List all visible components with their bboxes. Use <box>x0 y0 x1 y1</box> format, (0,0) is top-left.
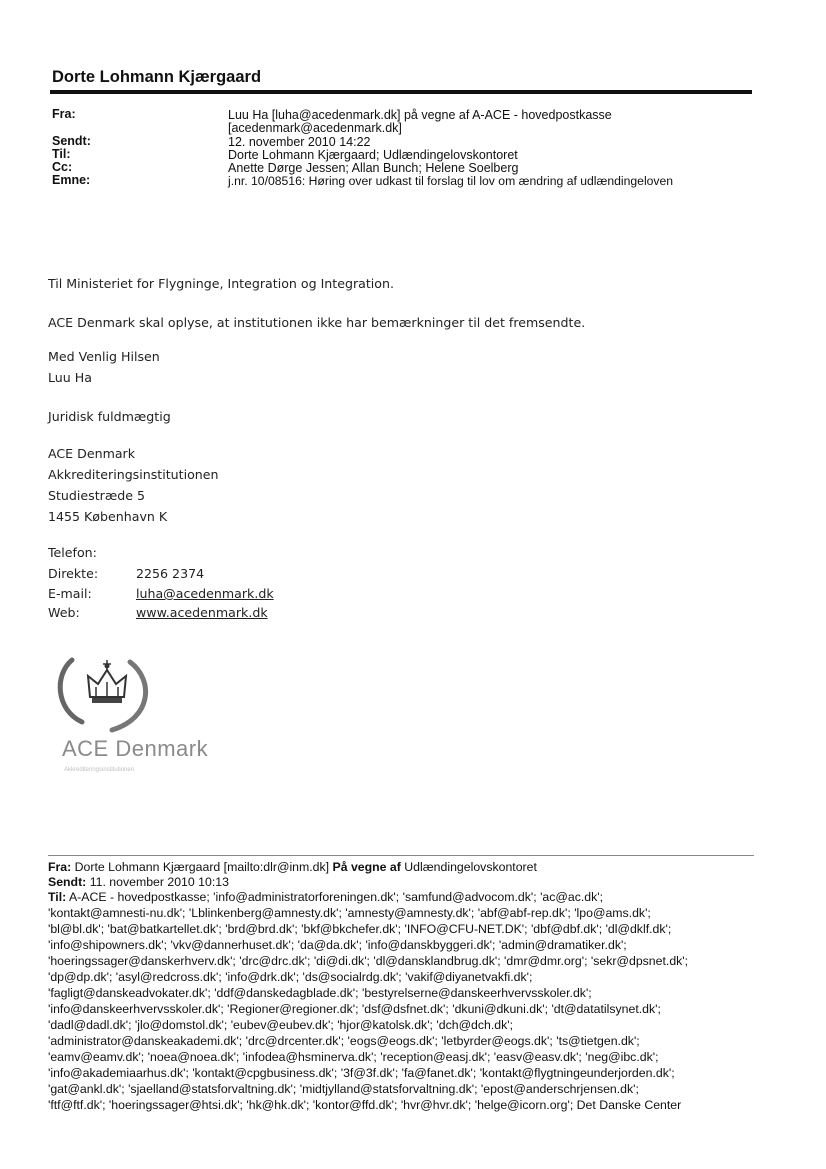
logo-wordmark: ACE Denmark <box>62 736 209 761</box>
recipient-line: 'info@danskeerhvervsskoler.dk'; 'Regioner@regioner.dk'; 'dsf@dsfnet.dk'; 'dkuni@dkuni.dk'; 'dt@datatilsynet.dk'; <box>48 1002 661 1016</box>
mailbox-owner-name: Dorte Lohmann Kjærgaard <box>52 68 262 86</box>
to-label: Til: <box>52 147 71 161</box>
web-link[interactable]: www.acedenmark.dk <box>136 605 268 620</box>
from-value-cont: [acedenmark@acedenmark.dk] <box>228 121 402 135</box>
forward-from-line <box>48 860 537 874</box>
closing-text: Med Venlig Hilsen <box>48 349 160 364</box>
cc-value: Anette Dørge Jessen; Allan Bunch; Helene Soelberg <box>228 161 519 175</box>
forward-sent-label: Sendt: <box>48 875 87 889</box>
recipient-line: 'gat@ankl.dk'; 'sjaelland@statsforvaltning.dk'; 'midtjylland@statsforvaltning.dk'; 'epost@anderschrjensen.dk'; <box>48 1082 639 1096</box>
address-street: Studiestræde 5 <box>48 488 145 503</box>
recipient-line: 'administrator@danskeakademi.dk'; 'drc@drcenter.dk'; 'eogs@eogs.dk'; 'letbyrder@eogs.dk'; 'ts@tietgen.dk'; <box>48 1034 640 1048</box>
subject-value: j.nr. 10/08516: Høring over udkast til forslag til lov om ændring af udlændingeloven <box>228 174 674 188</box>
phone-label: Telefon: <box>48 545 97 560</box>
header-rule <box>50 90 752 94</box>
sender-name: Luu Ha <box>48 370 92 385</box>
forward-sent-line <box>48 875 229 889</box>
forward-from-value: Dorte Lohmann Kjærgaard [mailto:dlr@inm.dk] <box>74 860 330 874</box>
from-label: Fra: <box>52 107 76 121</box>
message-text: ACE Denmark skal oplyse, at institutionen ikke har bemærkninger til det fremsendte. <box>48 315 586 330</box>
subject-label: Emne: <box>52 173 91 187</box>
crown-logo-icon <box>52 640 162 740</box>
forward-sent-value: 11. november 2010 10:13 <box>89 875 229 889</box>
recipient-line: 'dadl@dadl.dk'; 'jlo@domstol.dk'; 'eubev@eubev.dk'; 'hjor@katolsk.dk'; 'dch@dch.dk'; <box>48 1018 514 1032</box>
forward-to-label: Til: <box>48 890 67 904</box>
recipient-line: 'kontakt@amnesti-nu.dk'; 'Lblinkenberg@amnesty.dk'; 'amnesty@amnesty.dk'; 'abf@abf-rep.dk'; 'lpo@ams.dk'; <box>48 906 651 920</box>
cc-label: Cc: <box>52 160 73 174</box>
recipient-line: 'eamv@eamv.dk'; 'noea@noea.dk'; 'infodea@hsminerva.dk'; 'reception@easj.dk'; 'easv@easv.dk'; 'neg@ibc.dk'; <box>48 1050 659 1064</box>
web-label: Web: <box>48 605 80 620</box>
recipient-line: 'info@akademiaarhus.dk'; 'kontakt@cpgbusiness.dk'; '3f@3f.dk'; 'fa@fanet.dk'; 'kontakt@flygtningeunderjorden.dk'; <box>48 1066 675 1080</box>
org-name: ACE Denmark <box>48 446 136 461</box>
forward-to-line <box>48 890 603 904</box>
from-value: Luu Ha [luha@acedenmark.dk] på vegne af A-ACE - hovedpostkasse <box>228 108 612 122</box>
recipient-line: 'info@shipowners.dk'; 'vkv@dannerhuset.dk'; 'da@da.dk'; 'info@danskbyggeri.dk'; 'admin@dramatiker.dk'; <box>48 938 627 952</box>
forward-from-label: Fra: <box>48 860 72 874</box>
recipient-line: 'dp@dp.dk'; 'asyl@redcross.dk'; 'info@drk.dk'; 'ds@socialrdg.dk'; 'vakif@diyanetvakfi.dk'; <box>48 970 533 984</box>
forward-on-behalf-value: Udlændingelovskontoret <box>404 860 537 874</box>
sent-label: Sendt: <box>52 134 91 148</box>
greeting-text: Til Ministeriet for Flygninge, Integration og Integration. <box>48 276 394 291</box>
to-value: Dorte Lohmann Kjærgaard; Udlændingelovskontoret <box>228 148 518 162</box>
forward-separator <box>48 855 754 856</box>
forward-on-behalf-label: På vegne af <box>332 860 401 874</box>
direct-phone-value: 2256 2374 <box>136 566 205 581</box>
recipient-line: 'hoeringssager@danskerhverv.dk'; 'drc@drc.dk'; 'di@di.dk'; 'dl@dansklandbrug.dk'; 'dmr@dmr.org'; 'sekr@dpsnet.dk'; <box>48 954 689 968</box>
sender-title: Juridisk fuldmægtig <box>48 409 171 424</box>
recipient-line: 'ftf@ftf.dk'; 'hoeringssager@htsi.dk'; 'hk@hk.dk'; 'kontor@ffd.dk'; 'hvr@hvr.dk'; 'helge@icorn.org'; Det Danske Center <box>48 1098 682 1112</box>
email-link[interactable]: luha@acedenmark.dk <box>136 586 274 601</box>
forward-to-first: A-ACE - hovedpostkasse; 'info@administratorforeningen.dk'; 'samfund@advocom.dk'; 'ac@ac.dk'; <box>68 890 604 904</box>
address-city: 1455 København K <box>48 509 168 524</box>
org-subtitle: Akkrediteringsinstitutionen <box>48 467 219 482</box>
direct-label: Direkte: <box>48 566 99 581</box>
logo-subtitle: Akkrediteringsinstitutionen <box>64 767 135 773</box>
recipient-line: 'bl@bl.dk'; 'bat@batkartellet.dk'; 'brd@brd.dk'; 'bkf@bkchefer.dk'; 'INFO@CFU-NET.DK'; 'dbf@dbf.dk'; 'dl@dklf.dk'; <box>48 922 672 936</box>
sent-value: 12. november 2010 14:22 <box>228 135 371 149</box>
email-label: E-mail: <box>48 586 92 601</box>
recipient-line: 'fagligt@danskeadvokater.dk'; 'ddf@danskedagblade.dk'; 'bestyrelserne@danskeerhvervsskoler.dk'; <box>48 986 592 1000</box>
